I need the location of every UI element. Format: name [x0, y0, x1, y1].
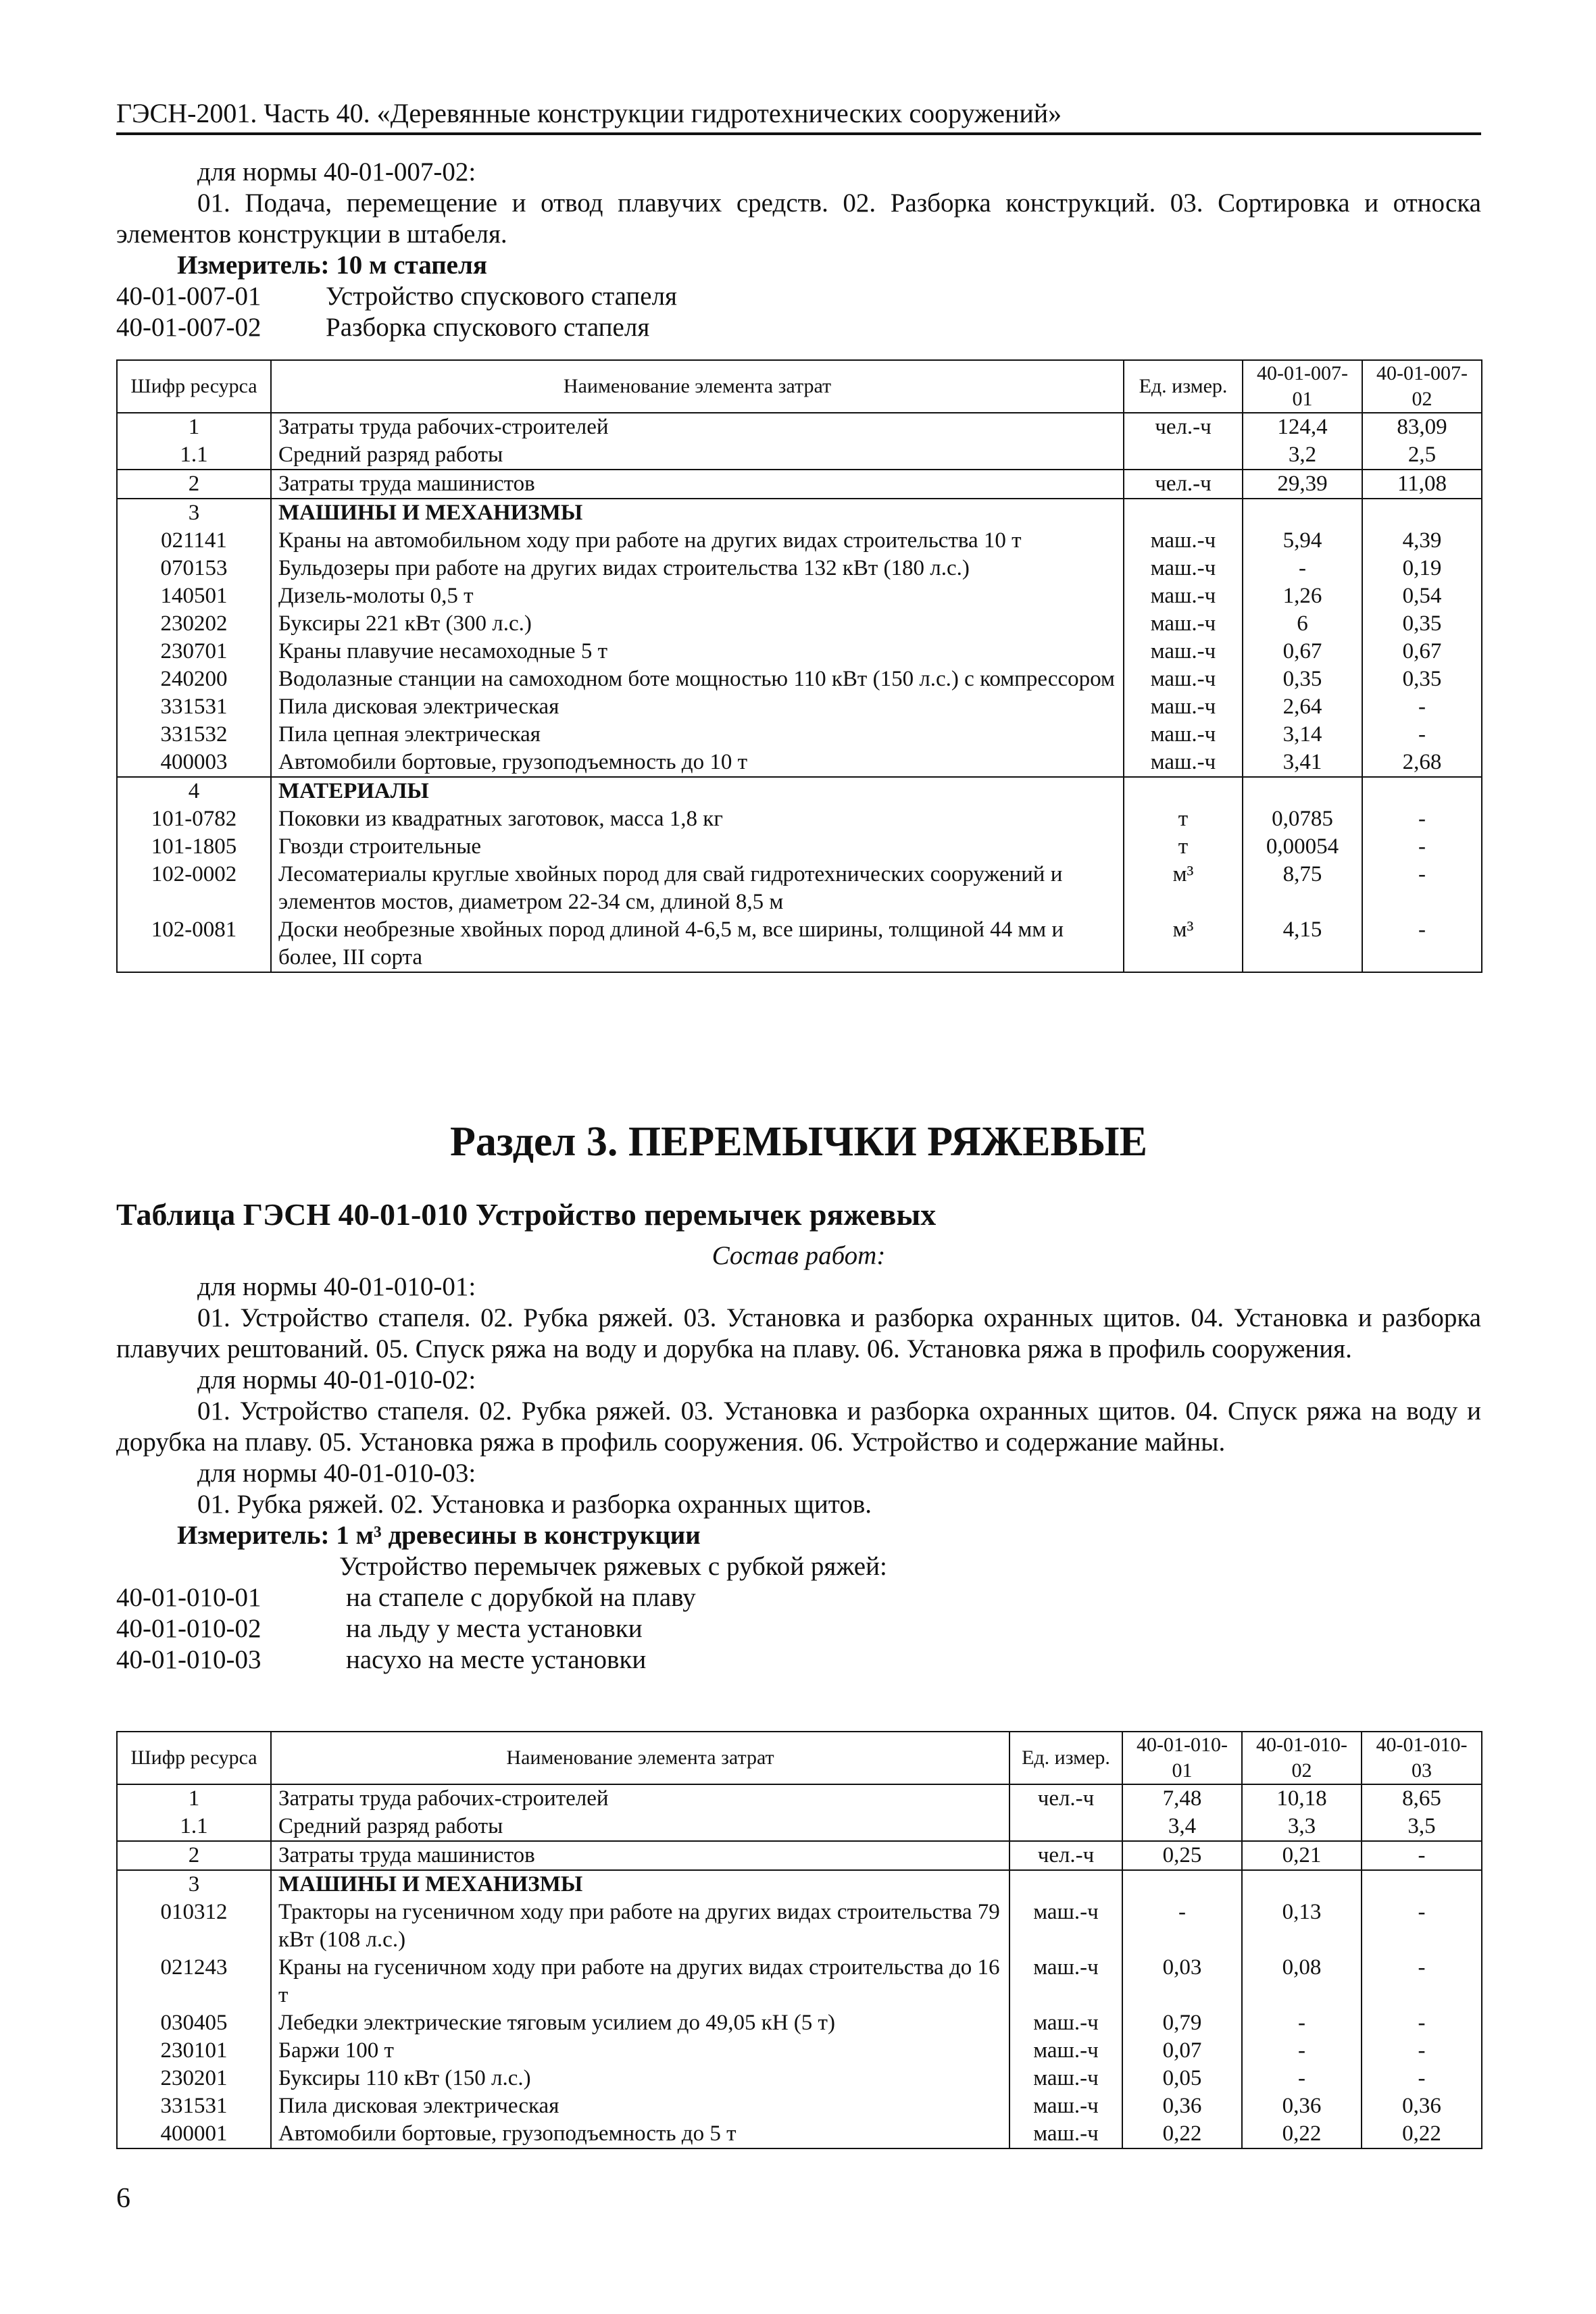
- norm-value: -: [1362, 833, 1482, 861]
- unit-cell: м³: [1124, 861, 1243, 916]
- resource-code: 230201: [117, 2065, 271, 2092]
- resource-code: 021243: [117, 1954, 271, 2009]
- resource-name: Водолазные станции на самоходном боте мощностью 110 кВт (150 л.с.) с компрессором: [271, 665, 1124, 693]
- norm-value: 3,41: [1243, 749, 1362, 777]
- norm-value: 0,08: [1242, 1954, 1362, 2009]
- resource-code: 400003: [117, 749, 271, 777]
- header-unit: Ед. измер.: [1124, 360, 1243, 413]
- norm-value: -: [1122, 1898, 1242, 1954]
- table-row: [117, 638, 1482, 665]
- unit-cell: маш.-ч: [1124, 721, 1243, 749]
- header-name: Наименование элемента затрат: [271, 1732, 1009, 1784]
- norm-value: 6: [1243, 610, 1362, 638]
- resource-name: Затраты труда рабочих-строителей: [271, 1784, 1009, 1813]
- norm-value: 124,4: [1243, 413, 1362, 441]
- work-composition-010: [116, 1240, 1481, 1676]
- norm-value: -: [1243, 555, 1362, 582]
- norm-value: [1243, 499, 1362, 527]
- resource-name: Средний разряд работы: [271, 1813, 1009, 1841]
- unit-cell: т: [1124, 833, 1243, 861]
- resource-code: 101-1805: [117, 833, 271, 861]
- table-row: [117, 555, 1482, 582]
- resource-code: 070153: [117, 555, 271, 582]
- header-norm: 40-01-007-01: [1243, 360, 1362, 413]
- resource-code: 331531: [117, 2092, 271, 2120]
- table-row: [117, 721, 1482, 749]
- unit-cell: маш.-ч: [1124, 638, 1243, 665]
- norm-value: -: [1362, 2009, 1482, 2037]
- resource-code: 3: [117, 499, 271, 527]
- norm-value: 2,68: [1362, 749, 1482, 777]
- norm-value: 0,35: [1362, 665, 1482, 693]
- norm-value: 3,5: [1362, 1813, 1482, 1841]
- table-row: [117, 470, 1482, 499]
- norm-value: [1362, 499, 1482, 527]
- codes-lead: Устройство перемычек ряжевых с рубкой ряжей:: [339, 1552, 887, 1581]
- norm-value: 0,79: [1122, 2009, 1242, 2037]
- norm-code: 40-01-010-01: [116, 1583, 261, 1612]
- resource-name: Затраты труда машинистов: [271, 470, 1124, 499]
- norm-value: -: [1362, 2037, 1482, 2065]
- work-composition-007: [116, 157, 1481, 343]
- norm-name: на льду у места установки: [346, 1614, 643, 1643]
- norm-value: 0,13: [1242, 1898, 1362, 1954]
- norm-value: -: [1362, 1954, 1482, 2009]
- norm-value: 0,36: [1242, 2092, 1362, 2120]
- norm-value: -: [1362, 1898, 1482, 1954]
- composition-label: Состав работ:: [712, 1241, 886, 1270]
- norm-value: 0,67: [1362, 638, 1482, 665]
- norm-value: -: [1242, 2065, 1362, 2092]
- resource-code: 3: [117, 1870, 271, 1898]
- norm-value: 0,0785: [1243, 805, 1362, 833]
- resource-name: Лебедки электрические тяговым усилием до 49,05 кН (5 т): [271, 2009, 1009, 2037]
- resource-name: Краны на автомобильном ходу при работе на других видах строительства 10 т: [271, 527, 1124, 555]
- norm-value: 3,14: [1243, 721, 1362, 749]
- norm-value: -: [1362, 2065, 1482, 2092]
- table-row: [117, 1841, 1482, 1870]
- norm-value: 0,22: [1122, 2120, 1242, 2148]
- resource-name: Поковки из квадратных заготовок, масса 1,8 кг: [271, 805, 1124, 833]
- header-code: Шифр ресурса: [117, 360, 271, 413]
- header-name: Наименование элемента затрат: [271, 360, 1124, 413]
- unit-cell: маш.-ч: [1124, 749, 1243, 777]
- header-norm: 40-01-010-02: [1242, 1732, 1362, 1784]
- norm-value: 2,64: [1243, 693, 1362, 721]
- table-row: [117, 1954, 1482, 2009]
- norm-value: 0,35: [1362, 610, 1482, 638]
- resource-name: Лесоматериалы круглые хвойных пород для свай гидротехнических сооружений и элементов мостов, диаметром 22-34 см, длиной 8,5 м: [271, 861, 1124, 916]
- resource-table-007: [116, 359, 1482, 973]
- work-text: 01. Устройство стапеля. 02. Рубка ряжей. 03. Установка и разборка охранных щитов. 04. Спуск ряжа на воду и дорубка на плаву. 05. Установка ряжа в профиль сооружения. 06. Устройство и содержание майны.: [116, 1397, 1481, 1457]
- unit-cell: маш.-ч: [1009, 2120, 1122, 2148]
- resource-name: Краны на гусеничном ходу при работе на других видах строительства до 16 т: [271, 1954, 1009, 2009]
- norm-label: для нормы 40-01-010-03:: [197, 1459, 476, 1488]
- header-unit: Ед. измер.: [1009, 1732, 1122, 1784]
- resource-name: МАШИНЫ И МЕХАНИЗМЫ: [271, 499, 1124, 527]
- table-row: [117, 413, 1482, 441]
- header-norm: 40-01-010-01: [1122, 1732, 1242, 1784]
- resource-name: Пила дисковая электрическая: [271, 2092, 1009, 2120]
- table-row: [117, 861, 1482, 916]
- table-row: [117, 749, 1482, 777]
- norm-code: 40-01-010-02: [116, 1614, 261, 1643]
- resource-code: 010312: [117, 1898, 271, 1954]
- resource-name: Средний разряд работы: [271, 441, 1124, 470]
- work-text: 01. Устройство стапеля. 02. Рубка ряжей. 03. Установка и разборка охранных щитов. 04. Установка и разборка плавучих рештований. 05. Спуск ряжа на воду и дорубка на плаву. 06. Установка ряжа в профиль сооружения.: [116, 1303, 1481, 1363]
- resource-code: 1: [117, 1784, 271, 1813]
- norm-value: 0,21: [1242, 1841, 1362, 1870]
- unit-cell: маш.-ч: [1124, 555, 1243, 582]
- table-row: [117, 1898, 1482, 1954]
- unit-cell: маш.-ч: [1124, 527, 1243, 555]
- resource-code: 331531: [117, 693, 271, 721]
- norm-value: 0,36: [1122, 2092, 1242, 2120]
- resource-code: 1: [117, 413, 271, 441]
- resource-code: 240200: [117, 665, 271, 693]
- norm-value: [1122, 1870, 1242, 1898]
- norm-value: -: [1242, 2037, 1362, 2065]
- table-row: [117, 441, 1482, 470]
- norm-name: насухо на месте установки: [346, 1645, 647, 1674]
- resource-code: 1.1: [117, 1813, 271, 1841]
- resource-name: Баржи 100 т: [271, 2037, 1009, 2065]
- table-row: [117, 805, 1482, 833]
- page-number: 6: [116, 2183, 130, 2214]
- norm-value: 5,94: [1243, 527, 1362, 555]
- norm-value: 2,5: [1362, 441, 1482, 470]
- unit-cell: чел.-ч: [1124, 470, 1243, 499]
- norm-value: 0,22: [1242, 2120, 1362, 2148]
- unit-cell: т: [1124, 805, 1243, 833]
- norm-code: 40-01-007-02: [116, 313, 261, 342]
- section-title: Раздел 3. ПЕРЕМЫЧКИ РЯЖЕВЫЕ: [449, 1119, 1148, 1165]
- table-row: [117, 2065, 1482, 2092]
- norm-value: 29,39: [1243, 470, 1362, 499]
- norm-value: 8,65: [1362, 1784, 1482, 1813]
- table-header-row: [117, 360, 1482, 413]
- norm-value: -: [1362, 693, 1482, 721]
- norm-value: 0,25: [1122, 1841, 1242, 1870]
- norm-value: 83,09: [1362, 413, 1482, 441]
- unit-cell: маш.-ч: [1009, 2009, 1122, 2037]
- resource-code: 021141: [117, 527, 271, 555]
- table-row: [117, 2009, 1482, 2037]
- resource-code: 2: [117, 470, 271, 499]
- norm-value: -: [1362, 721, 1482, 749]
- resource-code: 230202: [117, 610, 271, 638]
- resource-name: Бульдозеры при работе на других видах строительства 132 кВт (180 л.с.): [271, 555, 1124, 582]
- table-row: [117, 777, 1482, 805]
- resource-code: 331532: [117, 721, 271, 749]
- header-norm: 40-01-007-02: [1362, 360, 1482, 413]
- unit-cell: чел.-ч: [1124, 413, 1243, 441]
- resource-name: Пила дисковая электрическая: [271, 693, 1124, 721]
- resource-name: МАШИНЫ И МЕХАНИЗМЫ: [271, 1870, 1009, 1898]
- norm-value: -: [1362, 805, 1482, 833]
- norm-name: на стапеле с дорубкой на плаву: [346, 1583, 696, 1612]
- table-row: [117, 2037, 1482, 2065]
- unit-cell: маш.-ч: [1009, 2037, 1122, 2065]
- norm-name: Устройство спускового стапеля: [326, 282, 677, 311]
- norm-value: 3,2: [1243, 441, 1362, 470]
- norm-value: 0,36: [1362, 2092, 1482, 2120]
- table-row: [117, 1813, 1482, 1841]
- resource-name: Автомобили бортовые, грузоподъемность до 5 т: [271, 2120, 1009, 2148]
- resource-code: 102-0002: [117, 861, 271, 916]
- resource-name: Краны плавучие несамоходные 5 т: [271, 638, 1124, 665]
- resource-name: Затраты труда рабочих-строителей: [271, 413, 1124, 441]
- unit-cell: [1124, 441, 1243, 470]
- norm-value: 4,39: [1362, 527, 1482, 555]
- unit-cell: [1009, 1870, 1122, 1898]
- norm-value: 0,22: [1362, 2120, 1482, 2148]
- resource-name: Гвозди строительные: [271, 833, 1124, 861]
- resource-table-010: [116, 1731, 1482, 2149]
- norm-value: 4,15: [1243, 916, 1362, 972]
- norm-value: 0,19: [1362, 555, 1482, 582]
- table-header-row: [117, 1732, 1482, 1784]
- norm-code-row: [116, 312, 1481, 343]
- norm-value: 8,75: [1243, 861, 1362, 916]
- norm-name: Разборка спускового стапеля: [326, 313, 650, 342]
- norm-value: 3,4: [1122, 1813, 1242, 1841]
- norm-code-row: [116, 281, 1481, 312]
- unit-cell: маш.-ч: [1124, 582, 1243, 610]
- table-row: [117, 1784, 1482, 1813]
- table-row: [117, 693, 1482, 721]
- unit-cell: маш.-ч: [1124, 693, 1243, 721]
- norm-value: 0,00054: [1243, 833, 1362, 861]
- norm-value: 0,05: [1122, 2065, 1242, 2092]
- resource-name: Тракторы на гусеничном ходу при работе на других видах строительства 79 кВт (108 л.с.): [271, 1898, 1009, 1954]
- header-norm: 40-01-010-03: [1362, 1732, 1482, 1784]
- resource-code: 2: [117, 1841, 271, 1870]
- norm-code: 40-01-010-03: [116, 1645, 261, 1674]
- resource-name: Затраты труда машинистов: [271, 1841, 1009, 1870]
- norm-value: 11,08: [1362, 470, 1482, 499]
- norm-value: 1,26: [1243, 582, 1362, 610]
- table-row: [117, 527, 1482, 555]
- norm-value: -: [1242, 2009, 1362, 2037]
- table-row: [117, 582, 1482, 610]
- resource-code: 4: [117, 777, 271, 805]
- work-text: 01. Подача, перемещение и отвод плавучих средств. 02. Разборка конструкций. 03. Сортировка и относка элементов конструкции в штабеля.: [116, 188, 1481, 249]
- unit-cell: м³: [1124, 916, 1243, 972]
- norm-value: 0,03: [1122, 1954, 1242, 2009]
- resource-code: 230101: [117, 2037, 271, 2065]
- norm-value: 7,48: [1122, 1784, 1242, 1813]
- resource-code: 102-0081: [117, 916, 271, 972]
- table-row: [117, 1870, 1482, 1898]
- norm-value: [1242, 1870, 1362, 1898]
- norm-code-row: [116, 1582, 1481, 1613]
- resource-code: 230701: [117, 638, 271, 665]
- table-title: Таблица ГЭСН 40-01-010 Устройство перемычек ряжевых: [116, 1197, 937, 1232]
- norm-label: для нормы 40-01-010-01:: [197, 1272, 476, 1301]
- norm-code: 40-01-007-01: [116, 282, 261, 311]
- table-row: [117, 665, 1482, 693]
- unit-cell: [1124, 499, 1243, 527]
- norm-value: -: [1362, 861, 1482, 916]
- norm-value: -: [1362, 916, 1482, 972]
- unit-cell: маш.-ч: [1124, 665, 1243, 693]
- resource-name: Буксиры 221 кВт (300 л.с.): [271, 610, 1124, 638]
- norm-value: 10,18: [1242, 1784, 1362, 1813]
- norm-value: 0,67: [1243, 638, 1362, 665]
- norm-code-row: [116, 1644, 1481, 1676]
- table-row: [117, 610, 1482, 638]
- table-row: [117, 499, 1482, 527]
- running-header: ГЭСН-2001. Часть 40. «Деревянные конструкции гидротехнических сооружений»: [116, 95, 1481, 135]
- unit-cell: маш.-ч: [1009, 1954, 1122, 2009]
- norm-value: 3,3: [1242, 1813, 1362, 1841]
- norm-value: 0,07: [1122, 2037, 1242, 2065]
- norm-value: 0,54: [1362, 582, 1482, 610]
- resource-code: 1.1: [117, 441, 271, 470]
- resource-name: Буксиры 110 кВт (150 л.с.): [271, 2065, 1009, 2092]
- meter-label: Измеритель: 1 м³ древесины в конструкции: [177, 1521, 701, 1550]
- resource-code: 101-0782: [117, 805, 271, 833]
- norm-value: -: [1362, 1841, 1482, 1870]
- resource-code: 400001: [117, 2120, 271, 2148]
- resource-code: 140501: [117, 582, 271, 610]
- unit-cell: маш.-ч: [1124, 610, 1243, 638]
- unit-cell: [1124, 777, 1243, 805]
- norm-label: для нормы 40-01-007-02:: [197, 157, 476, 186]
- resource-name: Дизель-молоты 0,5 т: [271, 582, 1124, 610]
- table-row: [117, 916, 1482, 972]
- table-row: [117, 2120, 1482, 2148]
- unit-cell: чел.-ч: [1009, 1784, 1122, 1813]
- unit-cell: маш.-ч: [1009, 2065, 1122, 2092]
- unit-cell: [1009, 1813, 1122, 1841]
- unit-cell: чел.-ч: [1009, 1841, 1122, 1870]
- resource-name: МАТЕРИАЛЫ: [271, 777, 1124, 805]
- work-text: 01. Рубка ряжей. 02. Установка и разборка охранных щитов.: [197, 1490, 872, 1519]
- resource-name: Доски необрезные хвойных пород длиной 4-6,5 м, все ширины, толщиной 44 мм и более, III сорта: [271, 916, 1124, 972]
- resource-code: 030405: [117, 2009, 271, 2037]
- table-row: [117, 833, 1482, 861]
- norm-value: [1362, 1870, 1482, 1898]
- header-code: Шифр ресурса: [117, 1732, 271, 1784]
- norm-value: [1362, 777, 1482, 805]
- norm-code-row: [116, 1613, 1481, 1644]
- norm-value: [1243, 777, 1362, 805]
- meter-label: Измеритель: 10 м стапеля: [177, 251, 487, 280]
- unit-cell: маш.-ч: [1009, 2092, 1122, 2120]
- resource-name: Пила цепная электрическая: [271, 721, 1124, 749]
- table-row: [117, 2092, 1482, 2120]
- norm-label: для нормы 40-01-010-02:: [197, 1365, 476, 1394]
- norm-value: 0,35: [1243, 665, 1362, 693]
- resource-name: Автомобили бортовые, грузоподъемность до 10 т: [271, 749, 1124, 777]
- unit-cell: маш.-ч: [1009, 1898, 1122, 1954]
